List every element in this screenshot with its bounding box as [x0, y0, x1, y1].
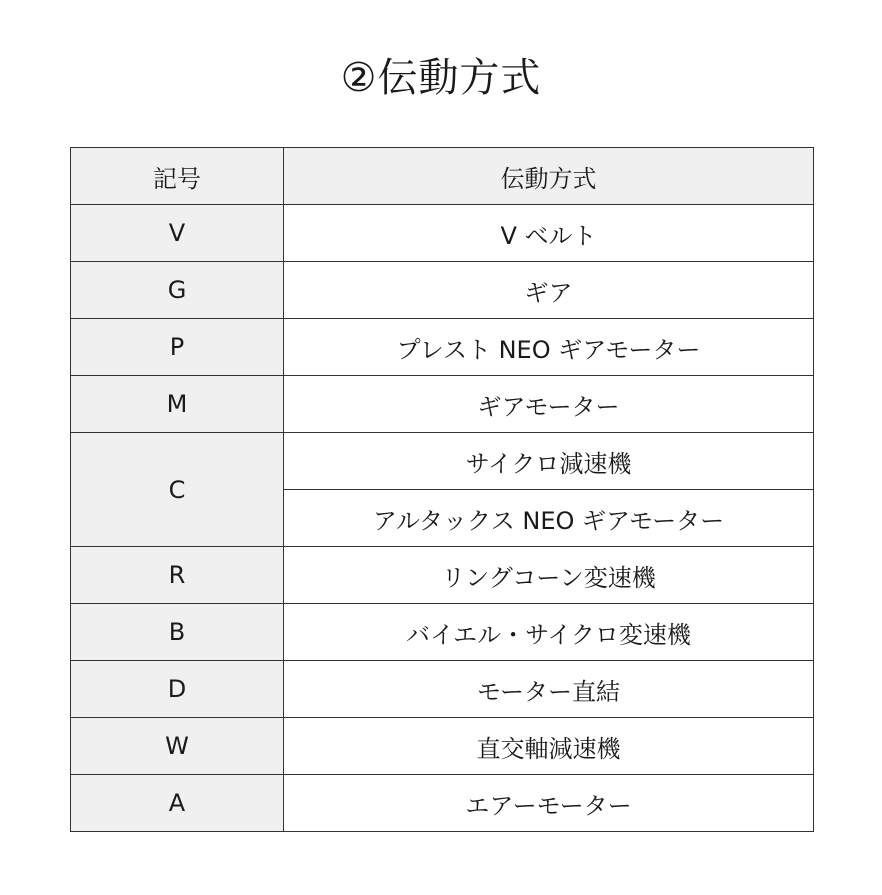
code-cell: V — [71, 205, 284, 262]
table-row — [71, 262, 814, 319]
method-cell: リングコーン変速機 — [284, 547, 814, 604]
column-header-code: 記号 — [71, 148, 284, 205]
code-cell: W — [71, 718, 284, 775]
table-header-row — [71, 148, 814, 205]
code-cell: C — [71, 433, 284, 547]
method-cell: バイエル・サイクロ変速機 — [284, 604, 814, 661]
method-cell: サイクロ減速機 — [284, 433, 814, 490]
table-row — [71, 604, 814, 661]
method-cell: アルタックス NEO ギアモーター — [284, 490, 814, 547]
method-cell: プレスト NEO ギアモーター — [284, 319, 814, 376]
drive-method-table — [70, 147, 814, 832]
table-row — [71, 547, 814, 604]
code-cell: P — [71, 319, 284, 376]
table-row — [71, 775, 814, 832]
method-cell: ギアモーター — [284, 376, 814, 433]
code-cell: M — [71, 376, 284, 433]
code-cell: R — [71, 547, 284, 604]
table-row — [71, 433, 814, 490]
code-cell: B — [71, 604, 284, 661]
method-cell: モーター直結 — [284, 661, 814, 718]
method-cell: V ベルト — [284, 205, 814, 262]
table-row — [71, 376, 814, 433]
method-cell: ギア — [284, 262, 814, 319]
method-cell: エアーモーター — [284, 775, 814, 832]
code-cell: G — [71, 262, 284, 319]
code-cell: D — [71, 661, 284, 718]
page-title: ②伝動方式 — [340, 55, 542, 101]
code-cell: A — [71, 775, 284, 832]
table-row — [71, 661, 814, 718]
table-row — [71, 319, 814, 376]
column-header-method: 伝動方式 — [284, 148, 814, 205]
method-cell: 直交軸減速機 — [284, 718, 814, 775]
table-row — [71, 205, 814, 262]
table-row — [71, 718, 814, 775]
